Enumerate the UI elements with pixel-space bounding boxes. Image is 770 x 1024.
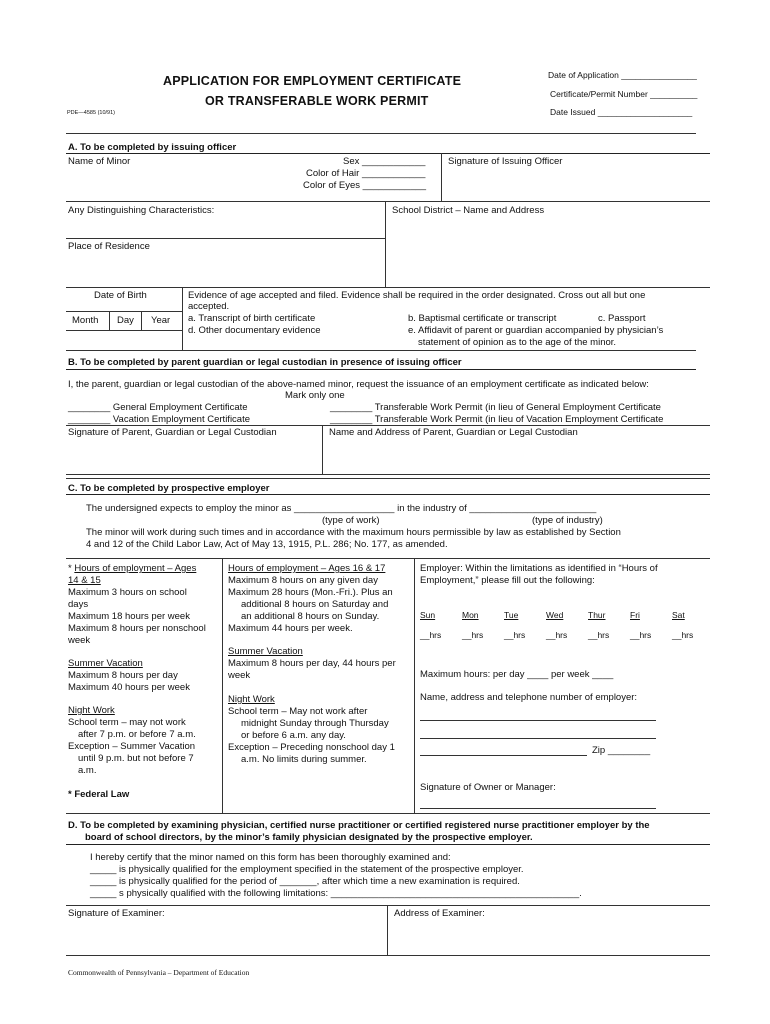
col2-line: Maximum 28 hours (Mon.-Fri.). Plus an: [228, 587, 393, 598]
col1-night-line: after 7 p.m. or before 7 a.m.: [78, 729, 196, 740]
date-of-birth-label: Date of Birth: [94, 290, 147, 301]
type-of-work-caption: (type of work): [322, 515, 380, 526]
day-fri-label: Fri: [630, 610, 640, 620]
divider: [141, 311, 142, 330]
section-a-heading: A. To be completed by issuing officer: [68, 142, 237, 153]
col2-night-line: midnight Sunday through Thursday: [241, 718, 389, 729]
qualified-period-option[interactable]: _____ is physically qualified for the period of _______, after which time a new examination is required.: [90, 876, 520, 887]
distinguishing-characteristics-field[interactable]: Any Distinguishing Characteristics:: [68, 205, 215, 216]
divider: [385, 201, 386, 287]
footer-department: Commonwealth of Pennsylvania – Department of Education: [68, 968, 250, 977]
certify-text: I hereby certify that the minor named on this form has been thoroughly examined and:: [90, 852, 451, 863]
divider: [66, 813, 710, 814]
transferable-general-option[interactable]: ________ Transferable Work Permit (in lieu of General Employment Certificate: [330, 402, 661, 413]
employer-instructions-cont: Employment,” please fill out the following:: [420, 575, 595, 586]
day-tue-label: Tue: [504, 610, 519, 620]
zip-field[interactable]: Zip ________: [592, 745, 651, 756]
transferable-vacation-option[interactable]: ________ Transferable Work Permit (in lieu of Vacation Employment Certificate: [330, 414, 664, 425]
divider: [66, 425, 710, 426]
qualified-limitations-option[interactable]: _____ s physically qualified with the following limitations: _______________________________________________.: [90, 888, 582, 899]
divider: [66, 478, 710, 479]
col1-night-line: until 9 p.m. but not before 7: [78, 753, 194, 764]
evidence-option-e[interactable]: e. Affidavit of parent or guardian accompanied by physician’s: [408, 325, 664, 336]
form-title-line2: OR TRANSFERABLE WORK PERMIT: [205, 94, 429, 108]
col1-summer-heading: Summer Vacation: [68, 658, 143, 669]
date-of-application-field[interactable]: Date of Application ________________: [548, 70, 697, 80]
divider: [66, 494, 710, 495]
divider: [66, 311, 182, 312]
day-thur-label: Thur: [588, 610, 606, 620]
col1-line: days: [68, 599, 89, 610]
day-sun-label: Sun: [420, 610, 436, 620]
employ-minor-field[interactable]: The undersigned expects to employ the minor as ___________________ in the industry of ________________________: [86, 503, 597, 514]
evidence-option-c[interactable]: c. Passport: [598, 313, 646, 324]
mark-only-one-label: Mark only one: [285, 390, 345, 401]
type-of-industry-caption: (type of industry): [532, 515, 603, 526]
section-b-heading: B. To be completed by parent guardian or legal custodian in presence of issuing officer: [68, 357, 462, 368]
place-of-residence-field[interactable]: Place of Residence: [68, 241, 150, 252]
divider: [387, 905, 388, 955]
divider: [66, 287, 710, 288]
day-wed-label: Wed: [546, 610, 564, 620]
col2-night-line: School term – May not work after: [228, 706, 368, 717]
evidence-option-e-cont: statement of opinion as to the age of the minor.: [418, 337, 617, 348]
divider: [66, 558, 710, 559]
qualified-employment-option[interactable]: _____ is physically qualified for the employment specified in the statement of the prospective employer.: [90, 864, 524, 875]
divider: [66, 955, 710, 956]
employer-address-line[interactable]: [420, 738, 656, 739]
day-field[interactable]: Day: [117, 315, 134, 326]
col2-line: an additional 8 hours on Sunday.: [241, 611, 380, 622]
sat-hours-field[interactable]: __hrs: [672, 630, 694, 640]
eye-color-field[interactable]: Color of Eyes ____________: [303, 180, 427, 191]
hours-14-15-heading-text: Hours of employment – Ages: [74, 563, 197, 574]
employer-name-line[interactable]: [420, 720, 656, 721]
employer-instructions: Employer: Within the limitations as identified in “Hours of: [420, 563, 658, 574]
col2-summer-line: Maximum 8 hours per day, 44 hours per: [228, 658, 396, 669]
examiner-signature-field[interactable]: Signature of Examiner:: [68, 908, 165, 919]
col1-line: week: [68, 635, 91, 646]
section-a-rule: [66, 153, 710, 154]
col2-line: additional 8 hours on Saturday and: [241, 599, 389, 610]
parent-signature-field[interactable]: Signature of Parent, Guardian or Legal Custodian: [68, 427, 277, 438]
evidence-instructions-cont: accepted.: [188, 301, 230, 312]
name-of-minor-field[interactable]: Name of Minor: [68, 156, 131, 167]
col1-line: Maximum 8 hours per nonschool: [68, 623, 206, 634]
tue-hours-field[interactable]: __hrs: [504, 630, 526, 640]
col2-night-line: a.m. No limits during summer.: [241, 754, 367, 765]
divider: [66, 238, 385, 239]
divider: [414, 558, 415, 813]
employer-phone-line[interactable]: [420, 755, 587, 756]
divider: [441, 153, 442, 201]
general-certificate-option[interactable]: ________ General Employment Certificate: [68, 402, 248, 413]
day-sat-label: Sat: [672, 610, 685, 620]
sex-field[interactable]: Sex ____________: [343, 156, 426, 167]
school-district-field[interactable]: School District – Name and Address: [392, 205, 545, 216]
col1-night-heading: Night Work: [68, 705, 115, 716]
hours-14-15-heading: [68, 563, 196, 575]
owner-signature-line[interactable]: [420, 808, 656, 809]
asterisk: *: [68, 563, 75, 574]
officer-signature-field[interactable]: Signature of Issuing Officer: [448, 156, 563, 167]
form-code: PDE—4585 (10/91): [67, 110, 115, 116]
col2-line: Maximum 44 hours per week.: [228, 623, 353, 634]
vacation-certificate-option[interactable]: ________ Vacation Employment Certificate: [68, 414, 251, 425]
col1-summer-line: Maximum 40 hours per week: [68, 682, 190, 693]
divider: [66, 474, 710, 475]
permit-number-field[interactable]: Certificate/Permit Number __________: [550, 89, 698, 99]
divider: [66, 905, 710, 906]
evidence-option-b[interactable]: b. Baptismal certificate or transcript: [408, 313, 557, 324]
col2-summer-heading: Summer Vacation: [228, 646, 303, 657]
divider: [66, 330, 182, 331]
divider: [222, 558, 223, 813]
col1-night-line: School term – may not work: [68, 717, 186, 728]
child-labor-law-text-cont: 4 and 12 of the Child Labor Law, Act of May 13, 1915, P.L. 286; No. 177, as amended.: [86, 539, 448, 550]
sun-hours-field[interactable]: __hrs: [420, 630, 442, 640]
divider: [66, 350, 696, 351]
date-issued-field[interactable]: Date Issued ____________________: [550, 107, 693, 117]
evidence-instructions: Evidence of age accepted and filed. Evidence shall be required in the order designated. Cross out all but one: [188, 290, 646, 301]
form-title-line1: APPLICATION FOR EMPLOYMENT CERTIFICATE: [163, 74, 462, 88]
header-divider: [66, 133, 696, 134]
col1-night-line: Exception – Summer Vacation: [68, 741, 196, 752]
divider: [109, 311, 110, 330]
divider: [66, 201, 710, 202]
divider: [66, 844, 710, 845]
examiner-address-field[interactable]: Address of Examiner:: [394, 908, 485, 919]
section-d-heading: D. To be completed by examining physician, certified nurse practitioner or certified registered nurse practitioner employer by the: [68, 820, 650, 831]
col2-summer-line: week: [228, 670, 251, 681]
fri-hours-field[interactable]: __hrs: [630, 630, 652, 640]
col1-summer-line: Maximum 8 hours per day: [68, 670, 178, 681]
wed-hours-field[interactable]: __hrs: [546, 630, 568, 640]
thur-hours-field[interactable]: __hrs: [588, 630, 610, 640]
section-c-heading: C. To be completed by prospective employer: [68, 483, 270, 494]
col1-night-line: a.m.: [78, 765, 97, 776]
hours-14-15-heading-cont: 14 & 15: [68, 575, 101, 586]
day-mon-label: Mon: [462, 610, 479, 620]
hours-16-17-heading: Hours of employment – Ages 16 & 17: [228, 563, 386, 574]
col2-night-line: or before 6 a.m. any day.: [241, 730, 346, 741]
divider: [66, 369, 696, 370]
federal-law-note: * Federal Law: [68, 789, 130, 800]
section-b-request-text: I, the parent, guardian or legal custodian of the above-named minor, request the issuance of an employment certificate as indicated below:: [68, 379, 649, 390]
maximum-hours-field[interactable]: Maximum hours: per day ____ per week ____: [420, 669, 614, 680]
mon-hours-field[interactable]: __hrs: [462, 630, 484, 640]
owner-signature-label: Signature of Owner or Manager:: [420, 782, 556, 793]
divider: [182, 287, 183, 350]
evidence-option-a[interactable]: a. Transcript of birth certificate: [188, 313, 316, 324]
hair-color-field[interactable]: Color of Hair ____________: [306, 168, 426, 179]
col2-night-line: Exception – Preceding nonschool day 1: [228, 742, 395, 753]
col2-line: Maximum 8 hours on any given day: [228, 575, 378, 586]
employer-name-label: Name, address and telephone number of employer:: [420, 692, 638, 703]
child-labor-law-text: The minor will work during such times and in accordance with the maximum hours permissible by law as established by Section: [86, 527, 621, 538]
divider: [322, 425, 323, 474]
section-d-heading-cont: board of school directors, by the minor’s family physician designated by the prospective employer.: [85, 832, 533, 843]
parent-name-address-field[interactable]: Name and Address of Parent, Guardian or Legal Custodian: [329, 427, 578, 438]
month-field[interactable]: Month: [72, 315, 99, 326]
col2-night-heading: Night Work: [228, 694, 275, 705]
col1-line: Maximum 3 hours on school: [68, 587, 187, 598]
col1-line: Maximum 18 hours per week: [68, 611, 190, 622]
year-field[interactable]: Year: [151, 315, 171, 326]
evidence-option-d[interactable]: d. Other documentary evidence: [188, 325, 321, 336]
